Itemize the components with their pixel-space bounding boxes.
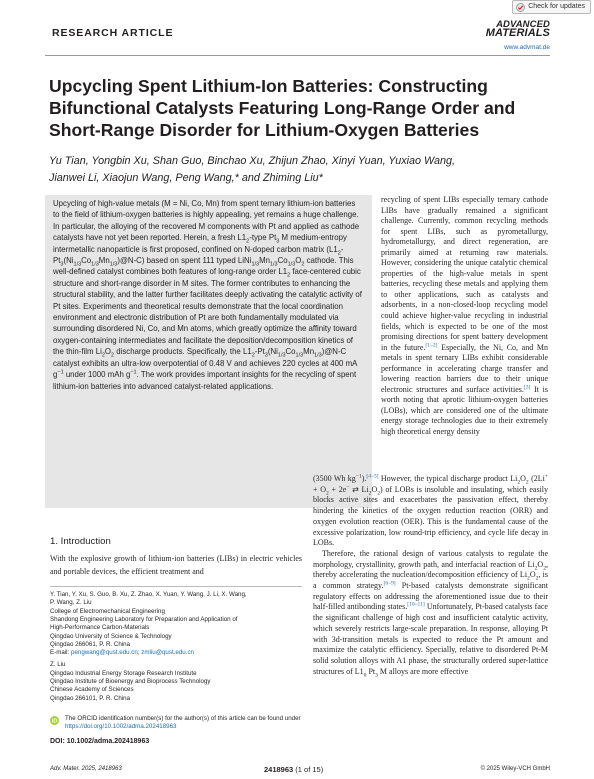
introduction-text: With the explosive growth of lithium-ion batteries (LIBs) in electric vehicles and portable devices, the efficient treatment and xyxy=(50,554,302,576)
journal-logo-line1: ADVANCED xyxy=(496,19,550,30)
affiliation-block-1: Y. Tian, Y. Xu, S. Guo, B. Xu, Z. Zhao, X. Yuan, Y. Wang, J. Li, X. Wang, P. Wang, Z. Liu College of Electromechanical Engineering Shandong Engineering Laboratory for Preparation and Application of High-Performance Carbon-Materials Qingdao University of Science & Technology Qingdao 266061, P. R. China E-mail: pengwang@qust.edu.cn; zmliu@qust.edu.cn xyxy=(50,591,247,657)
right-col-text-1: recycling of spent LIBs especially ternary cathode LIBs have gradually remained a significant challenge. Currently, common recycling methods for spent LIBs, such as pyrometallurgy, hydrometallurgy, and direct regeneration, are primarily aimed at returning raw materials. However, considering the unique catalytic chemical properties of the high-value metals in spent batteries, recycling these metals and applying them to other applications, such as catalysts and adsorbents, in a non-closed-loop recycling model could achieve higher-value recycling in industrial fields, which is expected to be one of the most promising directions for spent battery development in the future. xyxy=(381,195,548,352)
right-col-text-3: It is worth noting that aprotic lithium-oxygen batteries (LOBs), which are considered one of the ultimate energy storage technologies due to their extremely high theoretical energy density xyxy=(381,384,548,437)
journal-url[interactable]: www.advmat.de xyxy=(504,44,550,51)
orcid-icon xyxy=(50,716,59,725)
lower-right-para-2: Therefore, the rational design of various catalysts to regulate the morphology, crystallinity, growth path, and interfacial reaction of $Li_2O_2$, thereby accelerating the nucleation/decomposition efficiency of $Li_2O_2$, is a common strategy.[6–9] Pt-based catalysts demonstrate significant regulatory effects on addressing the aforementioned issue due to their half-filled antibonding states.[10–11] Unfortunately, Pt-based catalysts face the significant challenge of high cost and insufficient catalytic activity, which severely restricts large-scale preparation. In response, alloying Pt with 3d-transition metals is expected to reduce the Pt amount and maximize the catalytic efficiency. Specially, relative to disordered Pt-M solid solution alloys with A1 phase, the structurally ordered super-lattice structures of $L1_0$ $Pt_3$ M alloys are more effective xyxy=(313,548,549,679)
crossmark-icon xyxy=(516,3,525,12)
section-heading-introduction: 1. Introduction xyxy=(50,536,111,547)
author-affiliations xyxy=(50,591,302,706)
article-doi: DOI: 10.1002/adma.202418963 xyxy=(50,738,150,745)
section-label: RESEARCH ARTICLE xyxy=(52,27,174,39)
journal-logo xyxy=(486,20,550,38)
check-for-updates-badge[interactable] xyxy=(512,0,591,14)
body-text-lower-right xyxy=(313,474,548,677)
affiliation-block-2: Z. Liu Qingdao Industrial Energy Storage Research Institute Qingdao Institute of Bioenergy and Bioprocess Technology Chinese Academy of Sciences Qingdao 266101, P. R. China xyxy=(50,661,211,702)
svg-text:iD: iD xyxy=(51,718,58,725)
author-list xyxy=(49,153,519,187)
citation-link[interactable]: [4–5] xyxy=(366,473,379,480)
citation-link[interactable]: [3] xyxy=(523,384,531,391)
citation-link[interactable]: [6–9] xyxy=(383,580,396,587)
footer-page-number: 2418963 (1 of 15) xyxy=(264,765,324,774)
lower-right-para-1: (3500 Wh $kg^{-1}).[4-5]$ However, the typical discharge product $Li_2O_2$ ($2Li^+ + O_2 + 2e^-$ ⇄ $Li_2O_2$) of LOBs is insoluble and insulating, which easily blocks active sites and exacerbates the passivation effect, thereby hindering the kinetics of the oxygen reduction reaction (ORR) and oxygen evolution reaction (OER). This is the fundamental cause of the excessive polarization, low round-trip efficiency, and cycle life decay in LOBs. xyxy=(313,473,549,548)
authors-line-2: Jianwei Li, Xiaojun Wang, Peng Wang,* and Zhiming Liu* xyxy=(49,172,323,184)
body-text-right-column xyxy=(381,195,548,438)
badge-label: Check for updates xyxy=(528,3,585,10)
citation-link[interactable]: [10–11] xyxy=(407,601,425,608)
affiliation-divider xyxy=(50,586,302,587)
abstract-text: Upcycling of high-value metals (M = Ni, Co, Mn) from spent ternary lithium-ion batteries to the field of lithium-oxygen batteries is highly appealing, yet remains a huge challenge. In particular, the alloying of the recovered M components with Pt and applied as cathode catalysts have not yet been reported. Herein, a fresh $L1_2$-type $Pt_3$ M medium-entropy intermetallic nanoparticle is first proposed, confined on N-doped carbon matrix $(L1_2-Pt_3(Ni_{1/3}Co_{1/3}Mn_{1/3})@N-C)$ based on spent 111 typed $LiNi_{1/3}Mn_{1/3}Co_{1/3}O_2$ cathode. This well-defined catalyst combines both features of long-range order $L1_2$ face-centered cubic structure and short-range disorder in M sites. The former contributes to enhancing the structural stability, and the latter further facilitates deeply activating the catalytic activity of Pt sites. Experiments and theoretical results demonstrate that the local coordination environment and electronic distribution of Pt are both fundamentally modulated via surrounding disordered Ni, Co, and Mn atoms, which greatly optimize the affinity toward oxygen-containing intermediates and facilitate the deposition/decomposition kinetics of the thin-film $Li_2O_2$ discharge products. Specifically, the $L1_2-Pt_3(Ni_{1/3}Co_{1/3}Mn_{1/3})@N-C$ catalyst exhibits an ultra-low overpotential of 0.48 V and achieves 220 cycles at 400 mA $g^{-1}$ under 1000 mAh $g^{-1}$. The work provides important insights for the recycling of spent lithium-ion batteries into advanced catalyst-related applications. xyxy=(53,199,362,391)
header-divider xyxy=(45,55,550,56)
page-footer xyxy=(50,766,550,772)
journal-logo-line2: MATERIALS xyxy=(485,27,550,39)
orcid-text: The ORCID identification number(s) for the author(s) of this article can be found under https://doi.org/10.1002/adma.202418963 xyxy=(65,715,301,730)
abstract-box xyxy=(45,195,372,508)
email-link[interactable]: pengwang@qust.edu.cn; zmliu@qust.edu.cn xyxy=(71,649,194,657)
right-col-text-2: Especially, the Ni, Co, and Mn metals in spent ternary LIBs exhibit considerable performance in accelerating charge transfer and lowering reaction barriers due to their unique electronic structures and surface activities. xyxy=(381,342,548,394)
authors-line-1: Yu Tian, Yongbin Xu, Shan Guo, Binchao Xu, Zhijun Zhao, Xinyi Yuan, Yuxiao Wang, xyxy=(49,155,456,167)
footer-copyright: © 2025 Wiley-VCH GmbH xyxy=(480,766,550,772)
orcid-link[interactable]: https://doi.org/10.1002/adma.202418963 xyxy=(65,723,177,730)
orcid-notice xyxy=(50,715,302,731)
footer-citation: Adv. Mater. 2025, 2418963 xyxy=(50,766,122,772)
article-title: Upcycling Spent Lithium-Ion Batteries: Constructing Bifunctional Catalysts Featuring Long-Range Order and Short-Range Disorder for Lithium-Oxygen Batteries xyxy=(49,76,516,140)
citation-link[interactable]: [1–2] xyxy=(425,342,438,348)
